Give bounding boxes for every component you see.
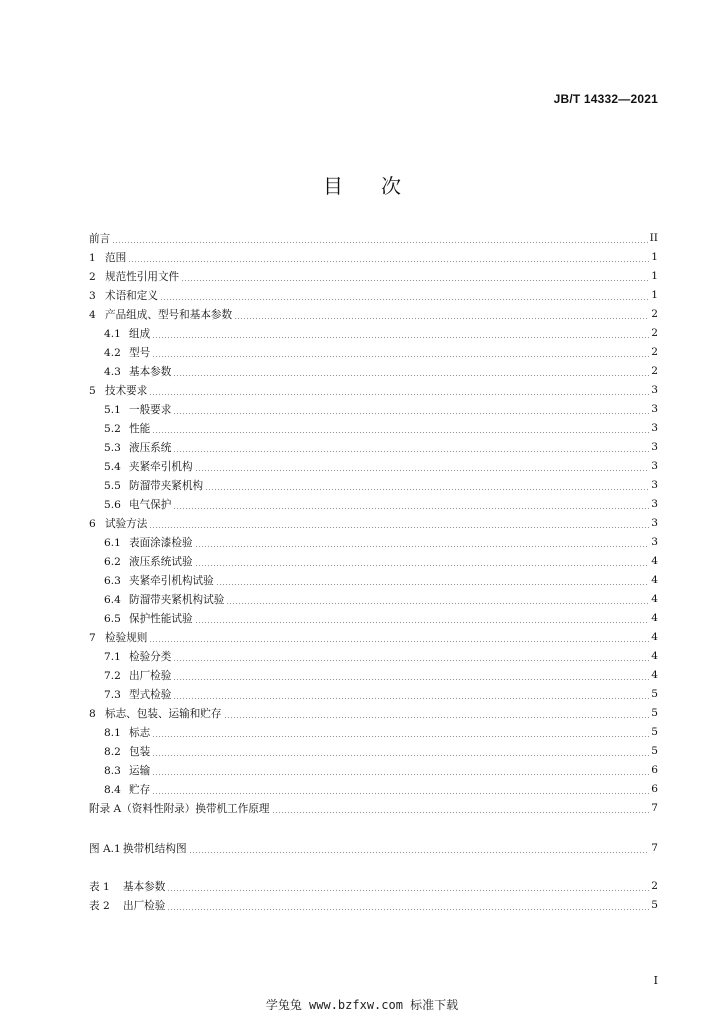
toc-entry[interactable] [0, 666, 724, 684]
toc-entry[interactable] [0, 495, 724, 513]
toc-entry-text: 基本参数 [129, 365, 172, 378]
toc-leader-dots [152, 774, 649, 775]
toc-entry-text: 术语和定义 [105, 289, 158, 302]
toc-entry[interactable] [0, 457, 724, 475]
toc-entry[interactable] [0, 324, 724, 342]
toc-entry-label [104, 421, 150, 436]
toc-entry-number: 4.1 [104, 327, 121, 340]
toc-entry-label [89, 288, 158, 303]
toc-leader-dots [195, 546, 650, 547]
toc-entry[interactable] [0, 780, 724, 798]
toc-entry-number: 5.4 [104, 460, 121, 473]
toc-entry-text: 防溜带夹紧机构试验 [129, 593, 225, 606]
standard-number: JB/T 14332—2021 [553, 92, 658, 106]
toc-entry-text: 组成 [129, 327, 151, 340]
toc-entry-page: 6 [651, 783, 658, 795]
toc-entry-text: 出厂检验 [123, 899, 166, 912]
toc-entry[interactable] [0, 571, 724, 589]
toc-entry[interactable] [0, 799, 724, 817]
toc-entry[interactable] [0, 628, 724, 646]
toc-entry[interactable] [0, 419, 724, 437]
toc-entry-text: 包装 [129, 745, 151, 758]
toc-entry-page: 5 [651, 726, 658, 738]
toc-leader-dots [167, 909, 649, 910]
toc-entry[interactable] [0, 839, 724, 857]
toc-entry-page: 3 [651, 441, 658, 453]
toc-leader-dots [152, 432, 649, 433]
toc-entry[interactable] [0, 704, 724, 722]
toc-entry-text: 液压系统 [129, 441, 172, 454]
toc-leader-dots [112, 242, 647, 243]
toc-entry-label [89, 706, 222, 721]
toc-entry-number: 6.5 [104, 612, 121, 625]
toc-leader-dots [152, 755, 649, 756]
toc-entry[interactable] [0, 723, 724, 741]
toc-leader-dots [149, 394, 649, 395]
toc-entry-number: 8.1 [104, 726, 121, 739]
toc-entry-page: 7 [651, 802, 658, 814]
toc-entry-text: 保护性能试验 [129, 612, 193, 625]
toc-leader-dots [234, 318, 649, 319]
toc-entry-page: 2 [651, 308, 658, 320]
toc-entry-number: 5 [89, 384, 96, 397]
toc-leader-dots [173, 451, 649, 452]
page-title: 目次 [323, 174, 439, 198]
toc-leader-dots [226, 603, 649, 604]
watermark-text: 学兔兔 www.bzfxw.com 标准下载 [265, 998, 459, 1012]
toc-entry-label [104, 763, 150, 778]
toc-entry-number: 6 [89, 517, 96, 530]
toc-entry-page: 7 [651, 842, 658, 854]
toc-entry[interactable] [0, 877, 724, 895]
toc-leader-dots [152, 793, 649, 794]
toc-entry[interactable] [0, 229, 724, 247]
toc-entry-number: 2 [89, 270, 96, 283]
toc-entry-number: 1 [89, 251, 96, 264]
toc-leader-dots [173, 698, 649, 699]
toc-entry-number: 表 2 [89, 899, 110, 912]
toc-entry-label [89, 879, 165, 894]
toc-entry-page: 3 [651, 460, 658, 472]
toc-entry-page: 3 [651, 384, 658, 396]
toc-entry-page: 3 [651, 498, 658, 510]
toc-entry-label [104, 649, 171, 664]
toc-entry-label [89, 898, 165, 913]
toc-leader-dots [152, 736, 649, 737]
toc-entry-text: 基本参数 [123, 880, 166, 893]
toc-entry-number: 7.2 [104, 669, 121, 682]
toc-entry[interactable] [0, 552, 724, 570]
toc-leader-dots [181, 280, 649, 281]
toc-entry-text: 表面涂漆检验 [129, 536, 193, 549]
toc-entry[interactable] [0, 400, 724, 418]
toc-entry-page: II [649, 232, 658, 244]
toc-entry-text: 夹紧牵引机构 [129, 460, 193, 473]
toc-entry-label [89, 383, 147, 398]
toc-entry[interactable] [0, 590, 724, 608]
toc-leader-dots [173, 679, 649, 680]
toc-entry-label [104, 668, 171, 683]
toc-entry-page: 4 [651, 593, 658, 605]
toc-entry-number: 表 1 [89, 880, 110, 893]
toc-entry-label [104, 402, 171, 417]
toc-entry-label [89, 516, 147, 531]
toc-entry-text: 一般要求 [129, 403, 172, 416]
toc-entry[interactable] [0, 267, 724, 285]
toc-entry-number: 8 [89, 707, 96, 720]
toc-entry-label [104, 744, 150, 759]
toc-entry-label [104, 687, 171, 702]
toc-entry-number: 3 [89, 289, 96, 302]
toc-entry[interactable] [0, 761, 724, 779]
toc-entry-number: 6.2 [104, 555, 121, 568]
toc-entry-page: 2 [651, 346, 658, 358]
toc-entry-label [89, 801, 270, 816]
toc-leader-dots [195, 470, 650, 471]
toc-entry-label [104, 345, 150, 360]
toc-entry-number: 4 [89, 308, 96, 321]
toc-entry-page: 1 [651, 270, 658, 282]
toc-entry-text: 标志 [129, 726, 151, 739]
toc-entry-number: 4.2 [104, 346, 121, 359]
toc-entry[interactable] [0, 514, 724, 532]
toc-entry-label [104, 497, 171, 512]
toc-leader-dots [189, 852, 650, 853]
toc-entry-label [104, 326, 150, 341]
toc-entry-page: 3 [651, 479, 658, 491]
toc-entry-page: 6 [651, 764, 658, 776]
toc-leader-dots [173, 375, 649, 376]
toc-entry[interactable] [0, 896, 724, 914]
toc-entry-number: 6.1 [104, 536, 121, 549]
toc-entry-page: 3 [651, 536, 658, 548]
toc-entry-page: 2 [651, 327, 658, 339]
toc-entry-text: 运输 [129, 764, 151, 777]
toc-entry-page: 4 [651, 669, 658, 681]
toc-entry[interactable] [0, 609, 724, 627]
toc-entry[interactable] [0, 533, 724, 551]
toc-entry-number: 7.1 [104, 650, 121, 663]
toc-entry-text: 附录 A（资料性附录）换带机工作原理 [89, 802, 270, 815]
toc-entry-text: 性能 [129, 422, 151, 435]
toc-entry[interactable] [0, 381, 724, 399]
toc-entry-page: 5 [651, 688, 658, 700]
toc-leader-dots [152, 337, 649, 338]
toc-entry-text: 标志、包装、运输和贮存 [105, 707, 222, 720]
toc-leader-dots [152, 356, 649, 357]
toc-leader-dots [205, 489, 649, 490]
toc-entry-label [104, 554, 193, 569]
toc-entry[interactable] [0, 286, 724, 304]
toc-leader-dots [224, 717, 650, 718]
toc-entry-text: 出厂检验 [129, 669, 172, 682]
toc-entry-page: 4 [651, 574, 658, 586]
toc-entry-text: 夹紧牵引机构试验 [129, 574, 214, 587]
toc-leader-dots [216, 584, 650, 585]
toc-entry-label [89, 269, 179, 284]
toc-entry-page: 4 [651, 555, 658, 567]
toc-entry-number: 5.2 [104, 422, 121, 435]
toc-leader-dots [173, 508, 649, 509]
toc-entry[interactable] [0, 438, 724, 456]
toc-entry-label [104, 478, 203, 493]
toc-entry-text: 前言 [89, 232, 111, 245]
toc-entry-label [89, 231, 110, 246]
toc-entry-text: 液压系统试验 [129, 555, 193, 568]
toc-entry-page: 5 [651, 899, 658, 911]
toc-leader-dots [195, 565, 650, 566]
toc-entry-page: 4 [651, 612, 658, 624]
toc-entry-number: 5.3 [104, 441, 121, 454]
toc-entry-page: 2 [651, 880, 658, 892]
toc-entry[interactable] [0, 742, 724, 760]
toc-entry-page: 1 [651, 251, 658, 263]
toc-leader-dots [173, 660, 649, 661]
toc-entry-text: 检验分类 [129, 650, 172, 663]
toc-entry-text: 贮存 [129, 783, 151, 796]
toc-entry-text: 检验规则 [105, 631, 148, 644]
toc-entry-label [89, 307, 232, 322]
toc-entry-label [104, 440, 171, 455]
toc-entry-number: 6.4 [104, 593, 121, 606]
page-number: I [653, 974, 658, 987]
toc-entry-number: 8.4 [104, 783, 121, 796]
toc-entry-number: 6.3 [104, 574, 121, 587]
toc-entry[interactable] [0, 647, 724, 665]
toc-entry-text: 防溜带夹紧机构 [129, 479, 204, 492]
toc-entry-number: 4.3 [104, 365, 121, 378]
toc-entry-label [104, 611, 193, 626]
toc-entry-number: 7 [89, 631, 96, 644]
toc-entry-page: 5 [651, 707, 658, 719]
toc-leader-dots [149, 527, 649, 528]
toc-entry-page: 2 [651, 365, 658, 377]
toc-entry-text: 产品组成、型号和基本参数 [105, 308, 233, 321]
toc-entry[interactable] [0, 476, 724, 494]
toc-entry-text: 型式检验 [129, 688, 172, 701]
toc-entry-number: 5.1 [104, 403, 121, 416]
toc-entry-text: 电气保护 [129, 498, 172, 511]
toc-entry-number: 图 A.1 [89, 842, 121, 855]
toc-leader-dots [167, 890, 649, 891]
toc-leader-dots [128, 261, 649, 262]
toc-entry-text: 范围 [105, 251, 127, 264]
toc-entry-label [104, 573, 214, 588]
toc-entry-number: 8.2 [104, 745, 121, 758]
toc-entry-page: 3 [651, 422, 658, 434]
toc-leader-dots [149, 641, 649, 642]
toc-entry[interactable] [0, 362, 724, 380]
toc-entry-page: 3 [651, 403, 658, 415]
toc-entry-page: 4 [651, 631, 658, 643]
toc-entry-text: 规范性引用文件 [105, 270, 180, 283]
toc-entry[interactable] [0, 305, 724, 323]
toc-leader-dots [195, 622, 650, 623]
toc-entry-label [104, 459, 193, 474]
toc-entry-text: 换带机结构图 [123, 842, 187, 855]
toc-entry-label [104, 592, 224, 607]
toc-entry-page: 4 [651, 650, 658, 662]
toc-entry[interactable] [0, 343, 724, 361]
toc-entry-label [89, 841, 187, 856]
toc-entry-label [104, 782, 150, 797]
toc-entry-text: 试验方法 [105, 517, 148, 530]
toc-entry-text: 技术要求 [105, 384, 148, 397]
toc-entry-label [104, 535, 193, 550]
toc-entry-label [89, 250, 126, 265]
toc-entry-text: 型号 [129, 346, 151, 359]
toc-entry-page: 1 [651, 289, 658, 301]
toc-leader-dots [272, 812, 650, 813]
toc-entry-number: 5.6 [104, 498, 121, 511]
toc-entry-label [89, 630, 147, 645]
toc-entry-number: 8.3 [104, 764, 121, 777]
toc-entry-number: 5.5 [104, 479, 121, 492]
toc-entry-page: 5 [651, 745, 658, 757]
toc-entry-page: 3 [651, 517, 658, 529]
toc-leader-dots [173, 413, 649, 414]
toc-leader-dots [160, 299, 649, 300]
toc-entry[interactable] [0, 248, 724, 266]
toc-entry-label [104, 364, 171, 379]
toc-entry-label [104, 725, 150, 740]
toc-entry-number: 7.3 [104, 688, 121, 701]
toc-entry[interactable] [0, 685, 724, 703]
